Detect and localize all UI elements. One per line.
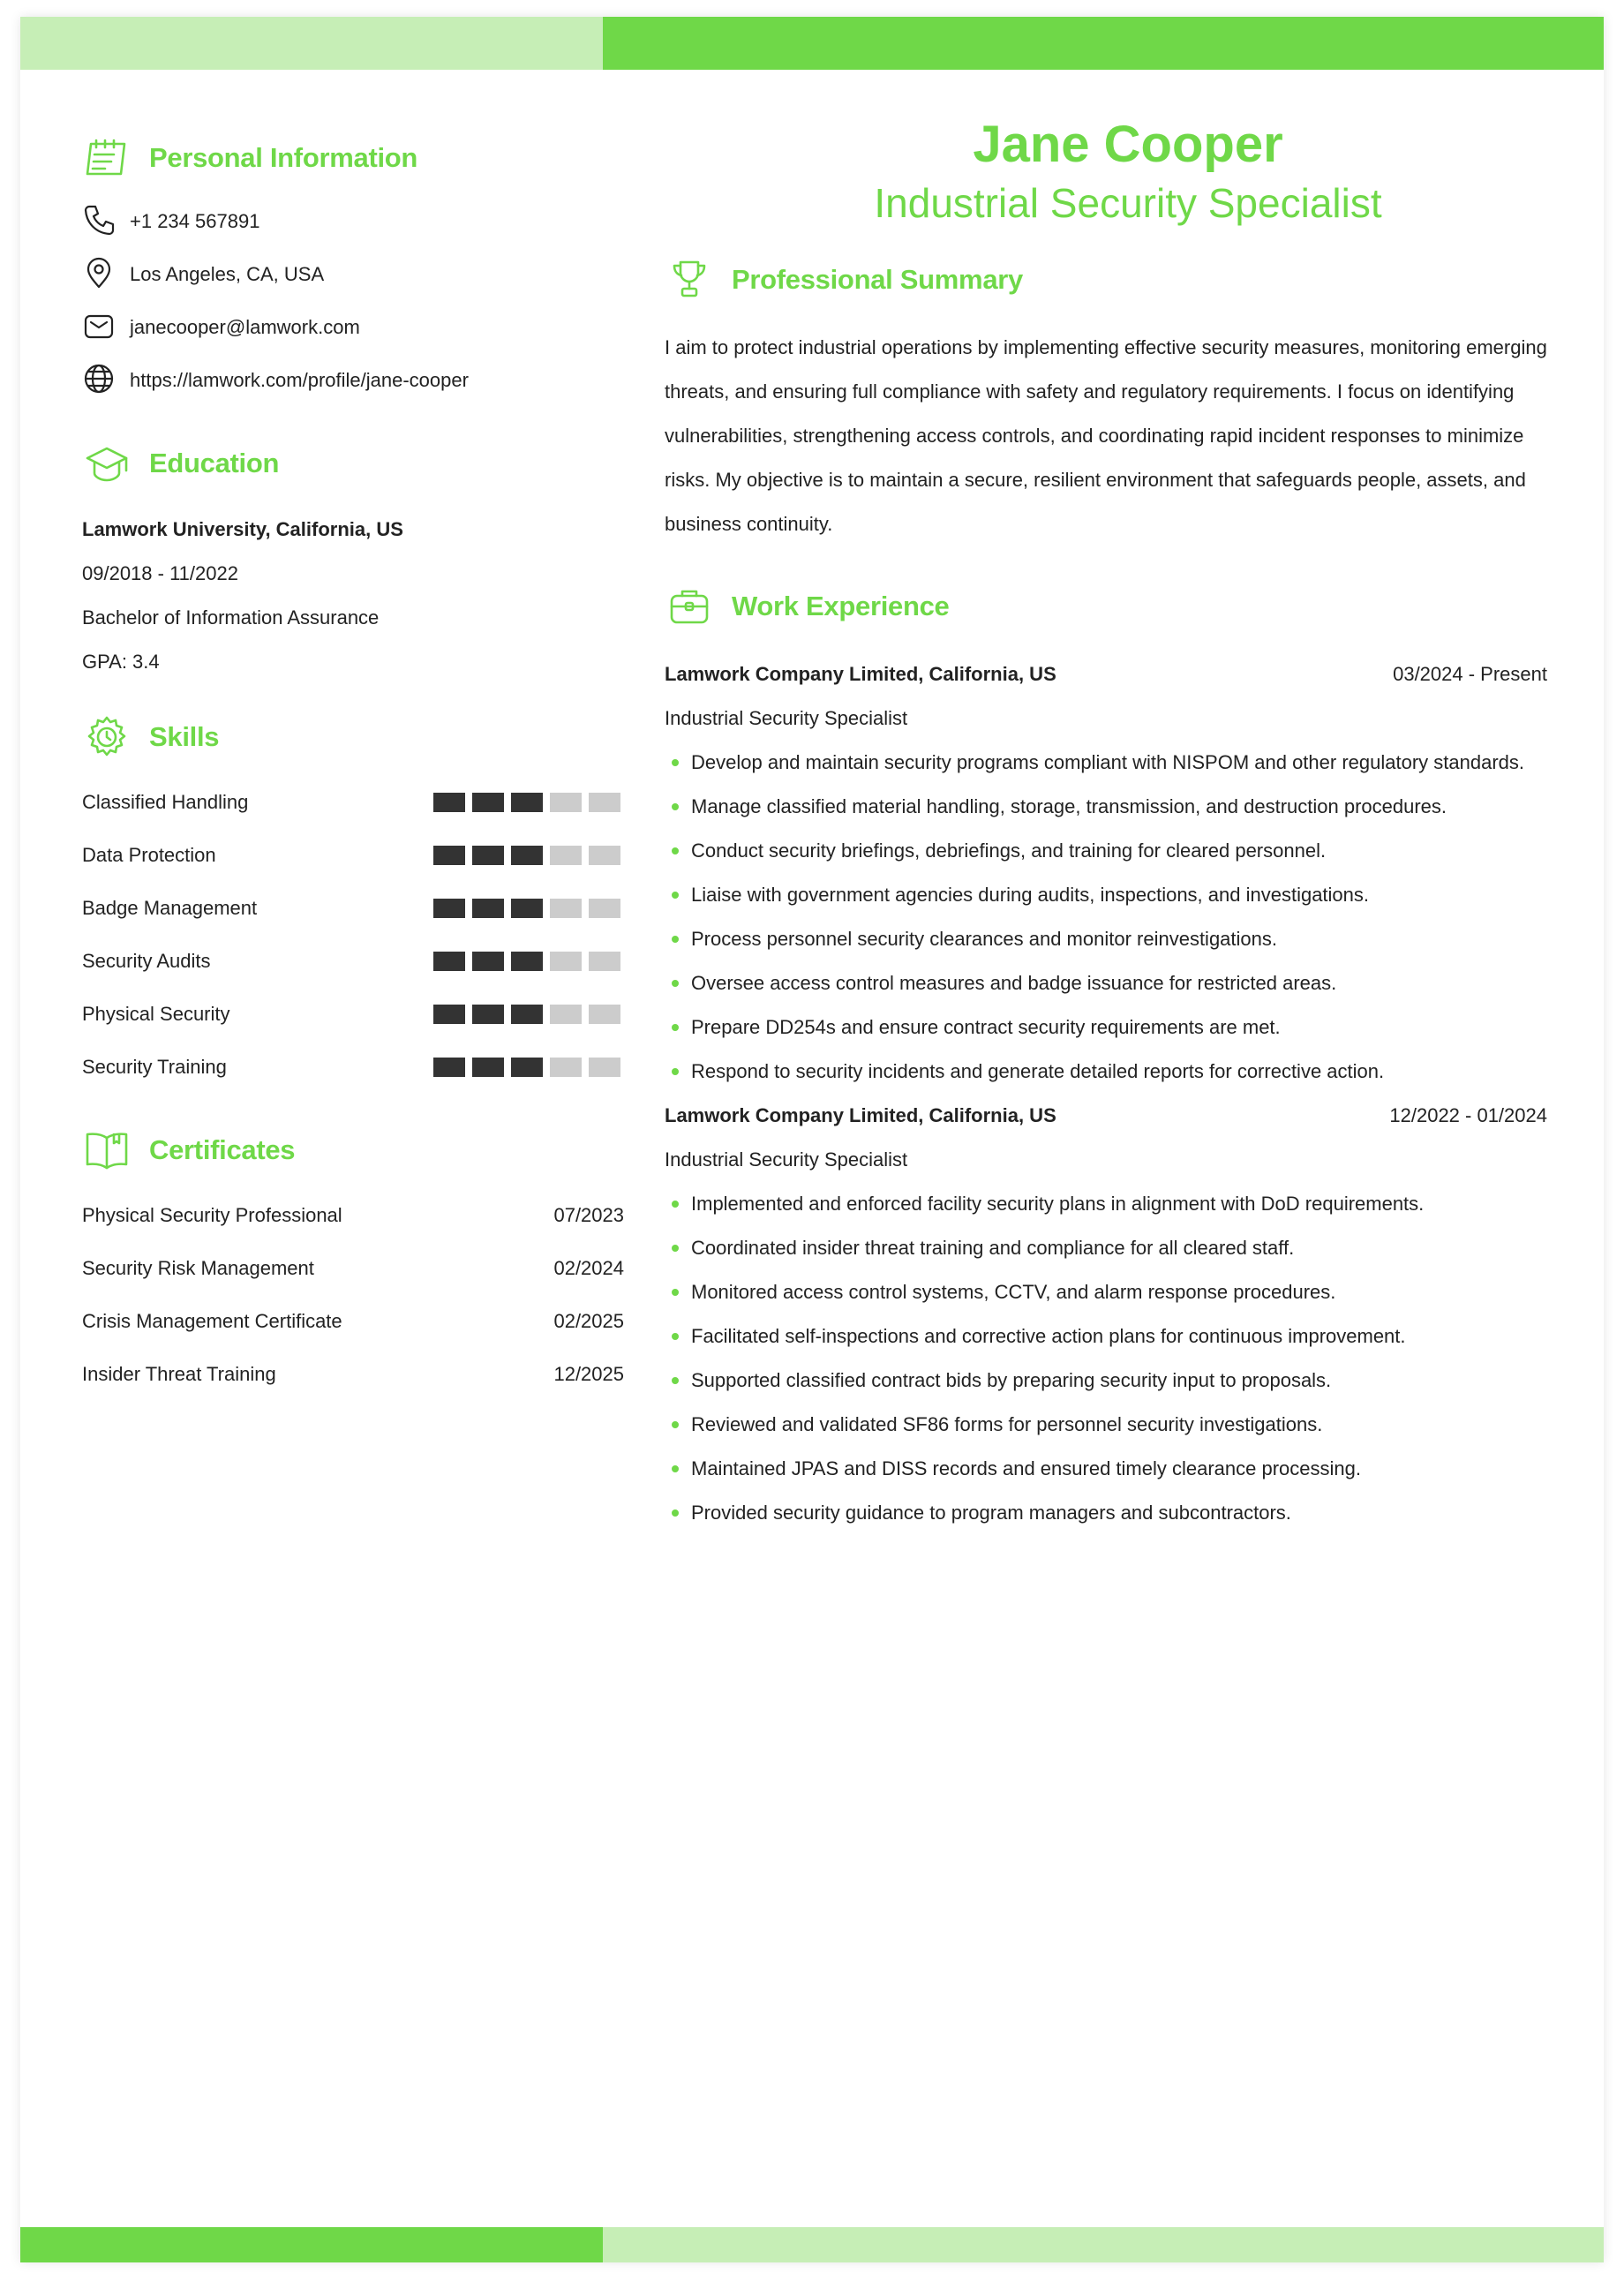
job-header [665,652,1547,696]
skill-level-segment [511,899,543,918]
job-bullet: Oversee access control measures and badge issuance for restricted areas. [665,961,1565,1005]
skill-level-segment [433,952,465,971]
job-bullet: Manage classified material handling, storage, transmission, and destruction procedures. [665,785,1565,829]
job-bullet: Reviewed and validated SF86 forms for personnel security investigations. [665,1403,1565,1447]
skill-level-segment [589,793,620,812]
summary-title: Professional Summary [732,264,1023,295]
location-pin-icon [82,256,116,294]
skill-level-segment [550,1005,582,1024]
job-bullets [665,741,1565,1094]
education-title: Education [149,448,280,478]
job-bullet: Supported classified contract bids by preparing security input to proposals. [665,1359,1565,1403]
skill-level-segment [550,899,582,918]
skill-level-segment [472,899,504,918]
job-bullet: Provided security guidance to program managers and subcontractors. [665,1491,1565,1535]
job-bullet: Develop and maintain security programs compliant with NISPOM and other regulatory standards. [665,741,1565,785]
graduation-cap-icon [82,440,137,487]
experience-heading [665,580,1565,633]
job-bullet: Conduct security briefings, debriefings, and training for cleared personnel. [665,829,1565,873]
education-heading [82,437,629,490]
skill-level-segment [550,1058,582,1077]
contact-location [82,248,629,301]
skill-row [82,776,620,829]
skill-level-meter [433,846,620,865]
certificate-row [82,1295,624,1348]
skill-level-segment [511,1005,543,1024]
skill-level-segment [472,793,504,812]
skill-level-segment [433,1058,465,1077]
skill-row [82,988,620,1041]
contact-phone [82,195,629,248]
job-bullet: Respond to security incidents and generate detailed reports for corrective action. [665,1050,1565,1094]
right-column [665,114,1565,1535]
skill-level-meter [433,793,620,812]
bottom-band-light [603,2227,1604,2262]
resume-page [20,17,1604,2262]
certificate-name: Physical Security Professional [82,1204,342,1226]
skill-name: Badge Management [82,897,258,919]
education-gpa: GPA: 3.4 [82,651,160,673]
skill-name: Data Protection [82,844,216,866]
candidate-name: Jane Cooper [973,116,1283,173]
skill-level-segment [433,846,465,865]
trophy-icon [665,256,719,304]
briefcase-icon [665,583,719,630]
skill-level-segment [589,952,620,971]
skill-level-segment [550,793,582,812]
skill-level-segment [472,952,504,971]
job-company: Lamwork Company Limited, California, US [665,663,1056,685]
jobs-list [665,652,1565,1535]
skill-row [82,1041,620,1094]
skill-level-segment [433,1005,465,1024]
skill-level-segment [511,793,543,812]
email-text[interactable]: janecooper@lamwork.com [130,316,360,338]
job-bullet: Prepare DD254s and ensure contract security requirements are met. [665,1005,1565,1050]
skill-level-segment [589,846,620,865]
contact-email [82,301,629,354]
top-band-light [20,17,603,70]
summary-text: I aim to protect industrial operations by implementing effective security measures, monitoring emerging threats, and ensuring full compliance with safety and regulatory requirements. I focus on identifying vulnerabilities, strengthening access controls, and coordinating rapid incident responses to minimize risks. My objective is to maintain a secure, resilient environment that safeguards people, assets, and business continuity. [665,336,1547,535]
skill-level-segment [550,952,582,971]
skill-level-segment [472,1005,504,1024]
job-bullet: Maintained JPAS and DISS records and ensured timely clearance processing. [665,1447,1565,1491]
skill-level-meter [433,1005,620,1024]
certificate-date: 02/2025 [553,1310,624,1332]
skill-row [82,882,620,935]
skill-name: Physical Security [82,1003,230,1025]
notepad-icon [82,134,137,182]
left-column [82,132,629,1401]
job-bullets [665,1182,1565,1535]
certificate-date: 12/2025 [553,1363,624,1385]
certificate-row [82,1348,624,1401]
skill-level-segment [472,1058,504,1077]
job-title: Industrial Security Specialist [665,707,908,729]
certificate-row [82,1242,624,1295]
skill-level-segment [433,899,465,918]
bottom-band-accent [20,2227,603,2262]
certificate-name: Insider Threat Training [82,1363,276,1385]
skill-level-segment [511,952,543,971]
certificate-date: 07/2023 [553,1204,624,1226]
skill-level-meter [433,952,620,971]
certificate-row [82,1189,624,1242]
skill-name: Classified Handling [82,791,249,813]
certificate-name: Crisis Management Certificate [82,1310,342,1332]
certificates-heading [82,1124,629,1177]
job-bullet: Facilitated self-inspections and corrective action plans for continuous improvement. [665,1314,1565,1359]
certificate-name: Security Risk Management [82,1257,314,1279]
personal-info-heading [82,132,629,184]
education-dates: 09/2018 - 11/2022 [82,562,238,584]
skill-level-segment [589,899,620,918]
job-bullet: Coordinated insider threat training and compliance for all cleared staff. [665,1226,1565,1270]
skill-level-meter [433,1058,620,1077]
certificates-title: Certificates [149,1134,296,1165]
skill-level-segment [589,1005,620,1024]
skill-level-segment [472,846,504,865]
skill-row [82,935,620,988]
skill-name: Security Audits [82,950,211,972]
summary-heading [665,253,1565,306]
skills-list [82,776,629,1094]
skill-name: Security Training [82,1056,227,1078]
top-band-accent [603,17,1604,70]
globe-icon [82,362,116,400]
education-school: Lamwork University, California, US [82,518,403,540]
job-header [665,1094,1547,1138]
education-degree: Bachelor of Information Assurance [82,606,380,629]
skills-heading [82,711,629,764]
skill-level-segment [511,1058,543,1077]
job-bullet: Liaise with government agencies during audits, inspections, and investigations. [665,873,1565,917]
candidate-role: Industrial Security Specialist [874,180,1382,226]
job-bullet: Process personnel security clearances and monitor reinvestigations. [665,917,1565,961]
location-text: Los Angeles, CA, USA [130,263,325,285]
gear-clock-icon [82,713,137,761]
skill-level-segment [589,1058,620,1077]
skills-title: Skills [149,721,220,752]
job-company: Lamwork Company Limited, California, US [665,1104,1056,1126]
phone-icon [82,203,116,241]
job-bullet: Monitored access control systems, CCTV, and alarm response procedures. [665,1270,1565,1314]
skill-level-segment [511,846,543,865]
skill-level-meter [433,899,620,918]
job-dates: 03/2024 - Present [1393,663,1547,685]
job-dates: 12/2022 - 01/2024 [1389,1104,1547,1126]
certificate-date: 02/2024 [553,1257,624,1279]
website-link[interactable]: https://lamwork.com/profile/jane-cooper [130,369,469,391]
job-bullet: Implemented and enforced facility security plans in alignment with DoD requirements. [665,1182,1565,1226]
job-entry [665,1094,1565,1535]
open-book-icon [82,1126,137,1174]
mail-icon [82,309,116,347]
job-title: Industrial Security Specialist [665,1148,908,1171]
job-entry [665,652,1565,1094]
certificates-list [82,1189,629,1401]
phone-text: +1 234 567891 [130,210,260,232]
contact-website [82,354,629,407]
skill-level-segment [433,793,465,812]
experience-title: Work Experience [732,591,950,621]
personal-info-title: Personal Information [149,142,418,173]
skill-level-segment [550,846,582,865]
skill-row [82,829,620,882]
